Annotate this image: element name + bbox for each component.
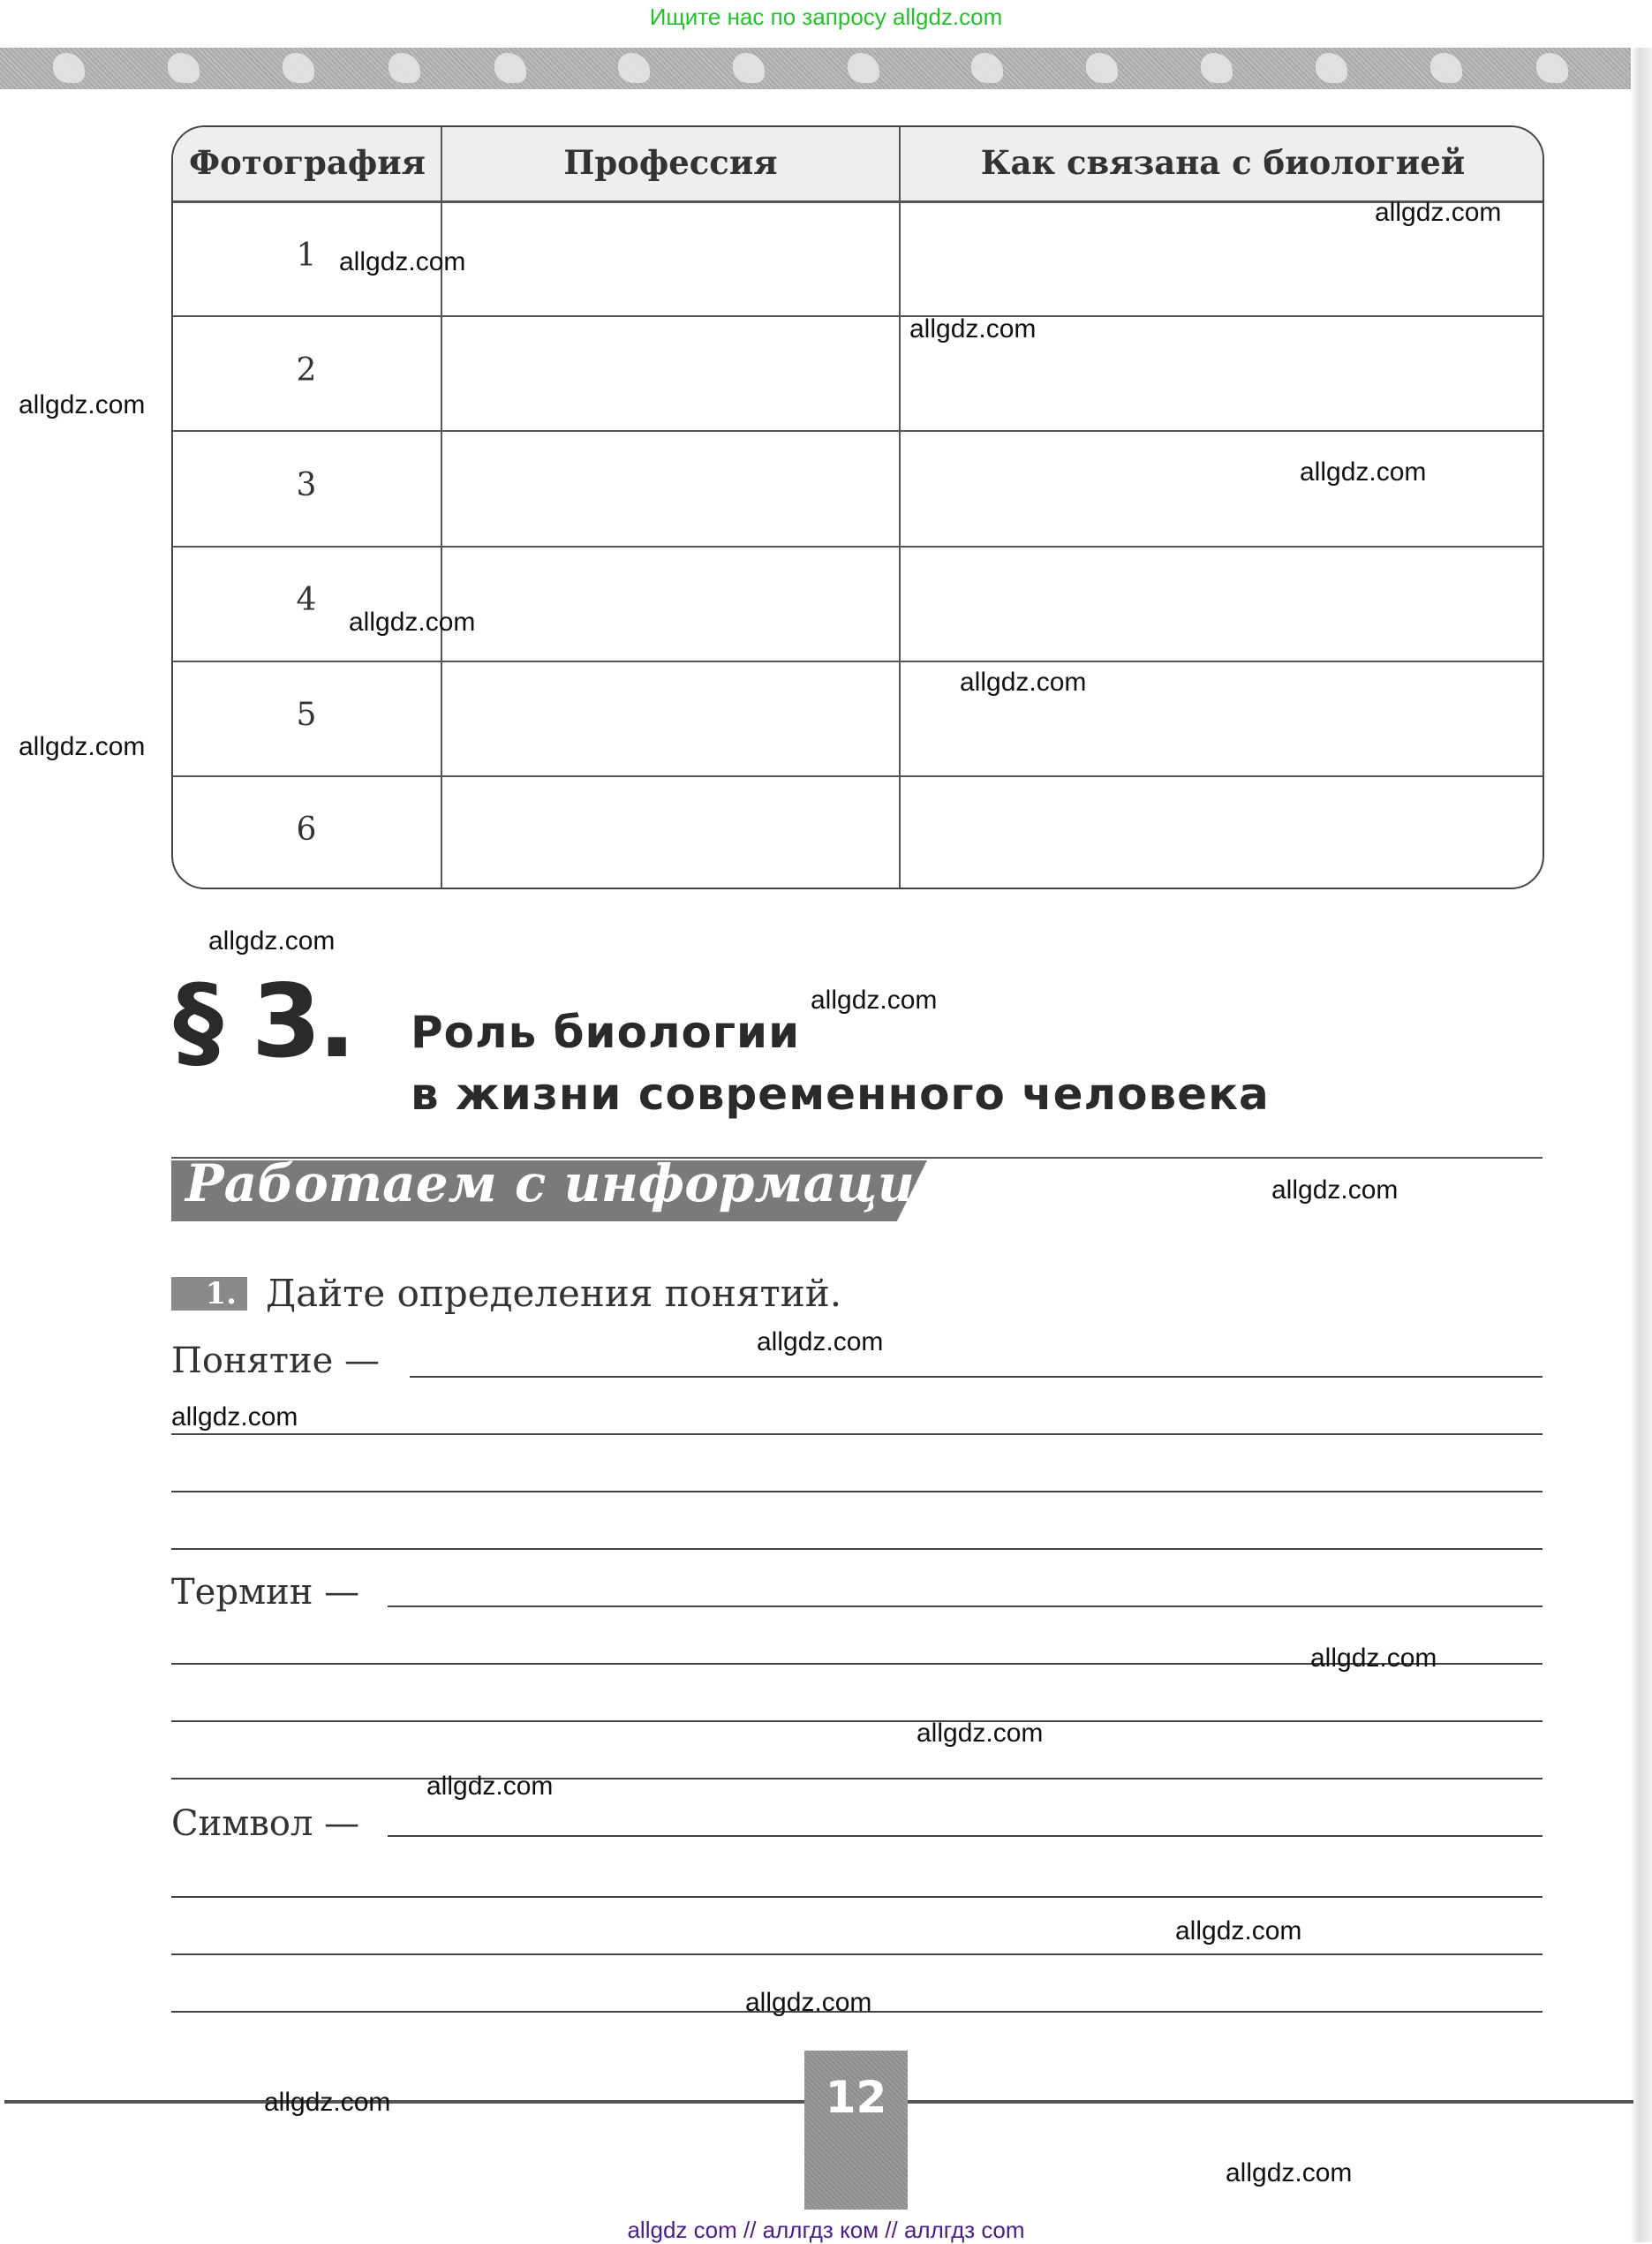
answer-line[interactable] <box>171 1953 1543 1955</box>
header-photo: Фотография <box>188 143 426 182</box>
row-number: 4 <box>296 582 317 618</box>
section-number: § 3. <box>173 963 353 1080</box>
answer-line[interactable] <box>410 1376 1543 1378</box>
watermark: allgdz.com <box>1271 1175 1399 1205</box>
answer-line[interactable] <box>171 1778 1543 1779</box>
watermark: allgdz.com <box>1375 198 1502 227</box>
label-concept: Понятие — <box>171 1341 381 1381</box>
watermark: allgdz.com <box>349 608 476 637</box>
watermark: allgdz.com <box>208 926 336 956</box>
watermark: allgdz.com <box>1310 1643 1437 1673</box>
header-biology-link: Как связана с биологией <box>980 143 1466 182</box>
page-number: 12 <box>825 2072 887 2123</box>
watermark: allgdz.com <box>339 247 466 276</box>
page-edge-shadow <box>1631 48 1652 2242</box>
watermark: allgdz.com <box>1226 2158 1353 2187</box>
answer-line[interactable] <box>388 1606 1543 1607</box>
decorative-animal-banner <box>0 48 1631 89</box>
work-banner-title: Работаем с информацией <box>185 1153 985 1213</box>
row-number: 1 <box>296 238 317 274</box>
answer-line[interactable] <box>388 1835 1543 1837</box>
watermark: allgdz.com <box>757 1327 884 1356</box>
label-symbol: Символ — <box>171 1803 360 1844</box>
watermark: allgdz.com <box>909 314 1037 344</box>
row-number: 3 <box>296 467 317 503</box>
row-number: 6 <box>296 812 317 848</box>
watermark: allgdz.com <box>19 390 146 419</box>
watermark: allgdz.com <box>1175 1916 1302 1946</box>
header-profession: Профессия <box>563 143 778 182</box>
label-term: Термин — <box>171 1572 360 1613</box>
bottom-promo-text: allgdz com // аллгдз ком // аллгдз com <box>627 2217 1025 2243</box>
top-promo-text: Ищите нас по запросу allgdz.com <box>649 4 1003 30</box>
watermark: allgdz.com <box>19 732 146 761</box>
section-title-line2: в жизни современного человека <box>411 1069 1270 1120</box>
answer-line[interactable] <box>171 1896 1543 1898</box>
professions-table <box>171 125 1544 889</box>
watermark: allgdz.com <box>811 986 938 1015</box>
watermark: allgdz.com <box>426 1772 554 1801</box>
answer-line[interactable] <box>171 1548 1543 1550</box>
row-number: 5 <box>296 697 317 733</box>
task-number: 1. <box>171 1277 247 1311</box>
watermark: allgdz.com <box>745 1988 872 2017</box>
row-number: 2 <box>296 352 317 389</box>
section-title-line1: Роль биологии <box>411 1007 801 1058</box>
answer-line[interactable] <box>171 1433 1543 1435</box>
answer-line[interactable] <box>171 1720 1543 1722</box>
watermark: allgdz.com <box>1300 457 1427 487</box>
watermark: allgdz.com <box>960 668 1087 697</box>
watermark: allgdz.com <box>171 1402 298 1432</box>
task-text: Дайте определения понятий. <box>266 1272 842 1315</box>
answer-line[interactable] <box>171 1491 1543 1492</box>
watermark: allgdz.com <box>264 2088 391 2117</box>
watermark: allgdz.com <box>917 1719 1044 1748</box>
